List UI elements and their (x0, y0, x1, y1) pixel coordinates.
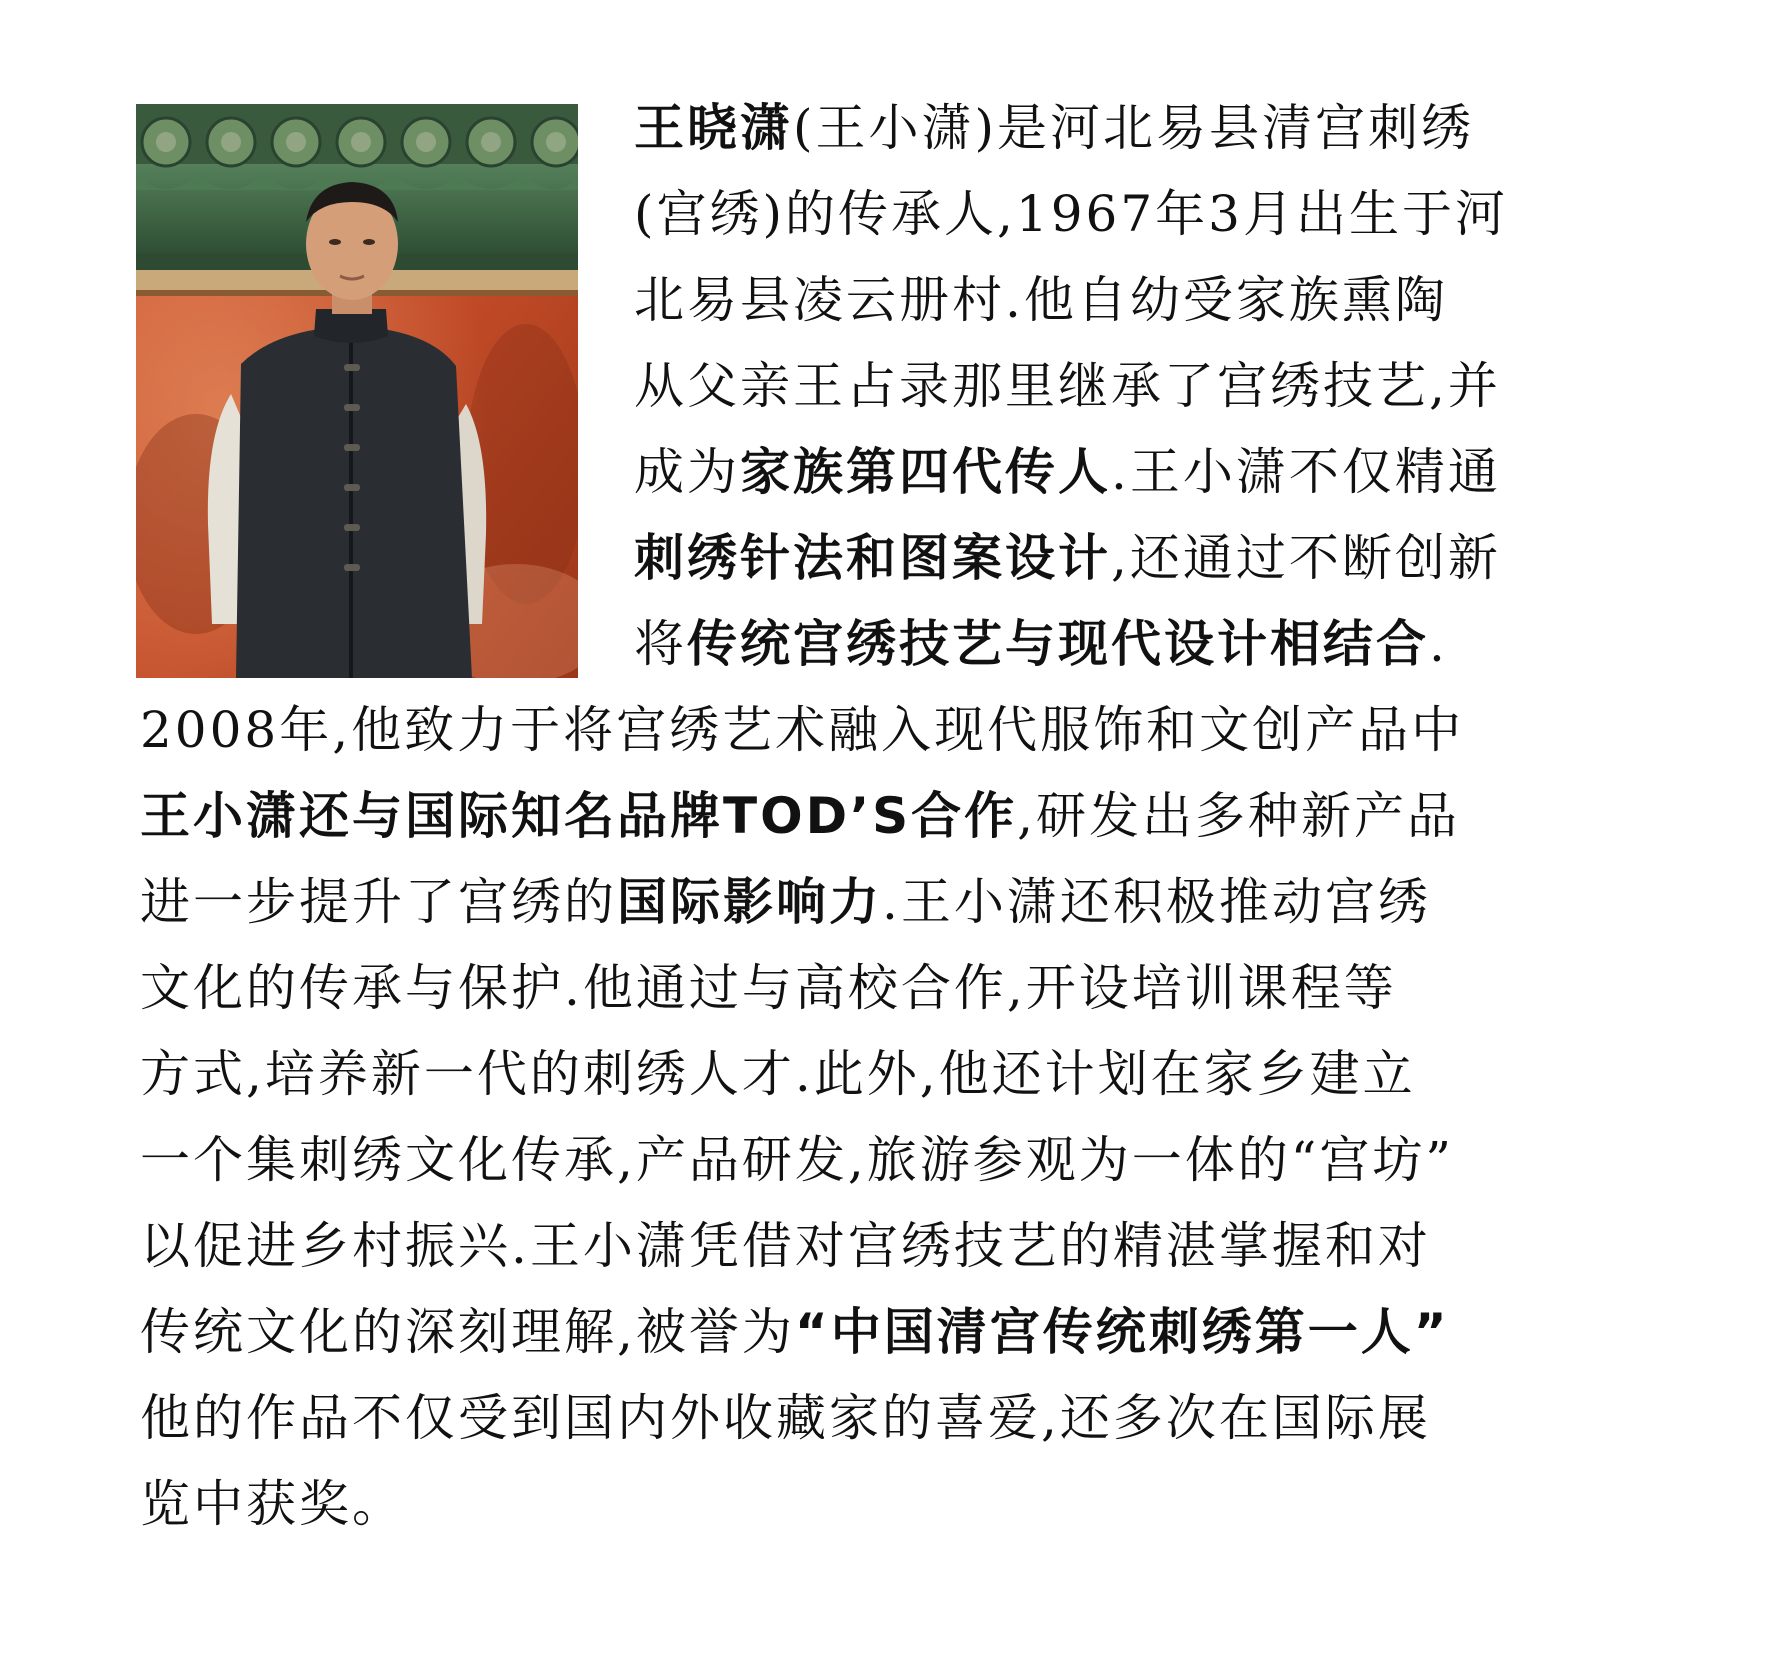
bio-line (140, 1472, 405, 1536)
bio-text: 成为 (634, 443, 740, 501)
bio-emphasis: 王小潇还与国际知名品牌TOD’S合作 (140, 787, 1018, 845)
bio-line (140, 1128, 1454, 1192)
bio-text: .王小潇还积极推动宫绣 (882, 873, 1431, 931)
bio-text: 北易县凌云册村.他自幼受家族熏陶 (634, 271, 1448, 329)
bio-emphasis: 王晓潇 (634, 99, 793, 157)
bio-line (140, 698, 1464, 762)
portrait-photo (136, 104, 578, 678)
bio-line (634, 268, 1448, 332)
bio-text: .王小潇不仅精通 (1111, 443, 1501, 501)
bio-line (140, 1386, 1431, 1450)
bio-text: ,还通过不断创新 (1111, 529, 1501, 587)
bio-line (140, 870, 1431, 934)
bio-line (634, 526, 1501, 590)
bio-text: 他的作品不仅受到国内外收藏家的喜爱,还多次在国际展 (140, 1389, 1431, 1447)
bio-text: 文化的传承与保护.他通过与高校合作,开设培训课程等 (140, 959, 1397, 1017)
bio-text: 一个集刺绣文化传承,产品研发,旅游参观为一体的“宫坊” (140, 1131, 1454, 1189)
bio-line (634, 354, 1501, 418)
bio-line (634, 96, 1474, 160)
bio-line (140, 956, 1397, 1020)
bio-text: 从父亲王占录那里继承了宫绣技艺,并 (634, 357, 1501, 415)
bio-line (140, 1300, 1450, 1364)
bio-text: 将 (634, 615, 687, 673)
bio-text: 2008年,他致力于将宫绣艺术融入现代服饰和文创产品中 (140, 701, 1465, 759)
bio-line (140, 784, 1460, 848)
bio-text: 览中获奖。 (140, 1475, 405, 1533)
bio-text: ,研发出多种新产品 (1017, 787, 1461, 845)
bio-text: 方式,培养新一代的刺绣人才.此外,他还计划在家乡建立 (140, 1045, 1416, 1103)
bio-text: (王小潇)是河北易县清宫刺绣 (793, 99, 1475, 157)
bio-line (634, 182, 1508, 246)
bio-text: 以促进乡村振兴.王小潇凭借对宫绣技艺的精湛掌握和对 (140, 1217, 1431, 1275)
bio-line (140, 1042, 1416, 1106)
bio-line (634, 440, 1501, 504)
bio-line (634, 612, 1448, 676)
bio-emphasis: 国际影响力 (617, 873, 882, 931)
bio-line (140, 1214, 1431, 1278)
bio-emphasis: 刺绣针法和图案设计 (634, 529, 1111, 587)
bio-text: (宫绣)的传承人,1967年3月出生于河 (634, 185, 1508, 243)
bio-emphasis: 传统宫绣技艺与现代设计相结合 (687, 615, 1429, 673)
bio-text: 进一步提升了宫绣的 (140, 873, 617, 931)
bio-text: . (1429, 615, 1448, 673)
bio-emphasis: 家族第四代传人 (740, 443, 1111, 501)
bio-text: 传统文化的深刻理解,被誉为 (140, 1303, 795, 1361)
bio-emphasis: “中国清宫传统刺绣第一人” (794, 1303, 1450, 1361)
